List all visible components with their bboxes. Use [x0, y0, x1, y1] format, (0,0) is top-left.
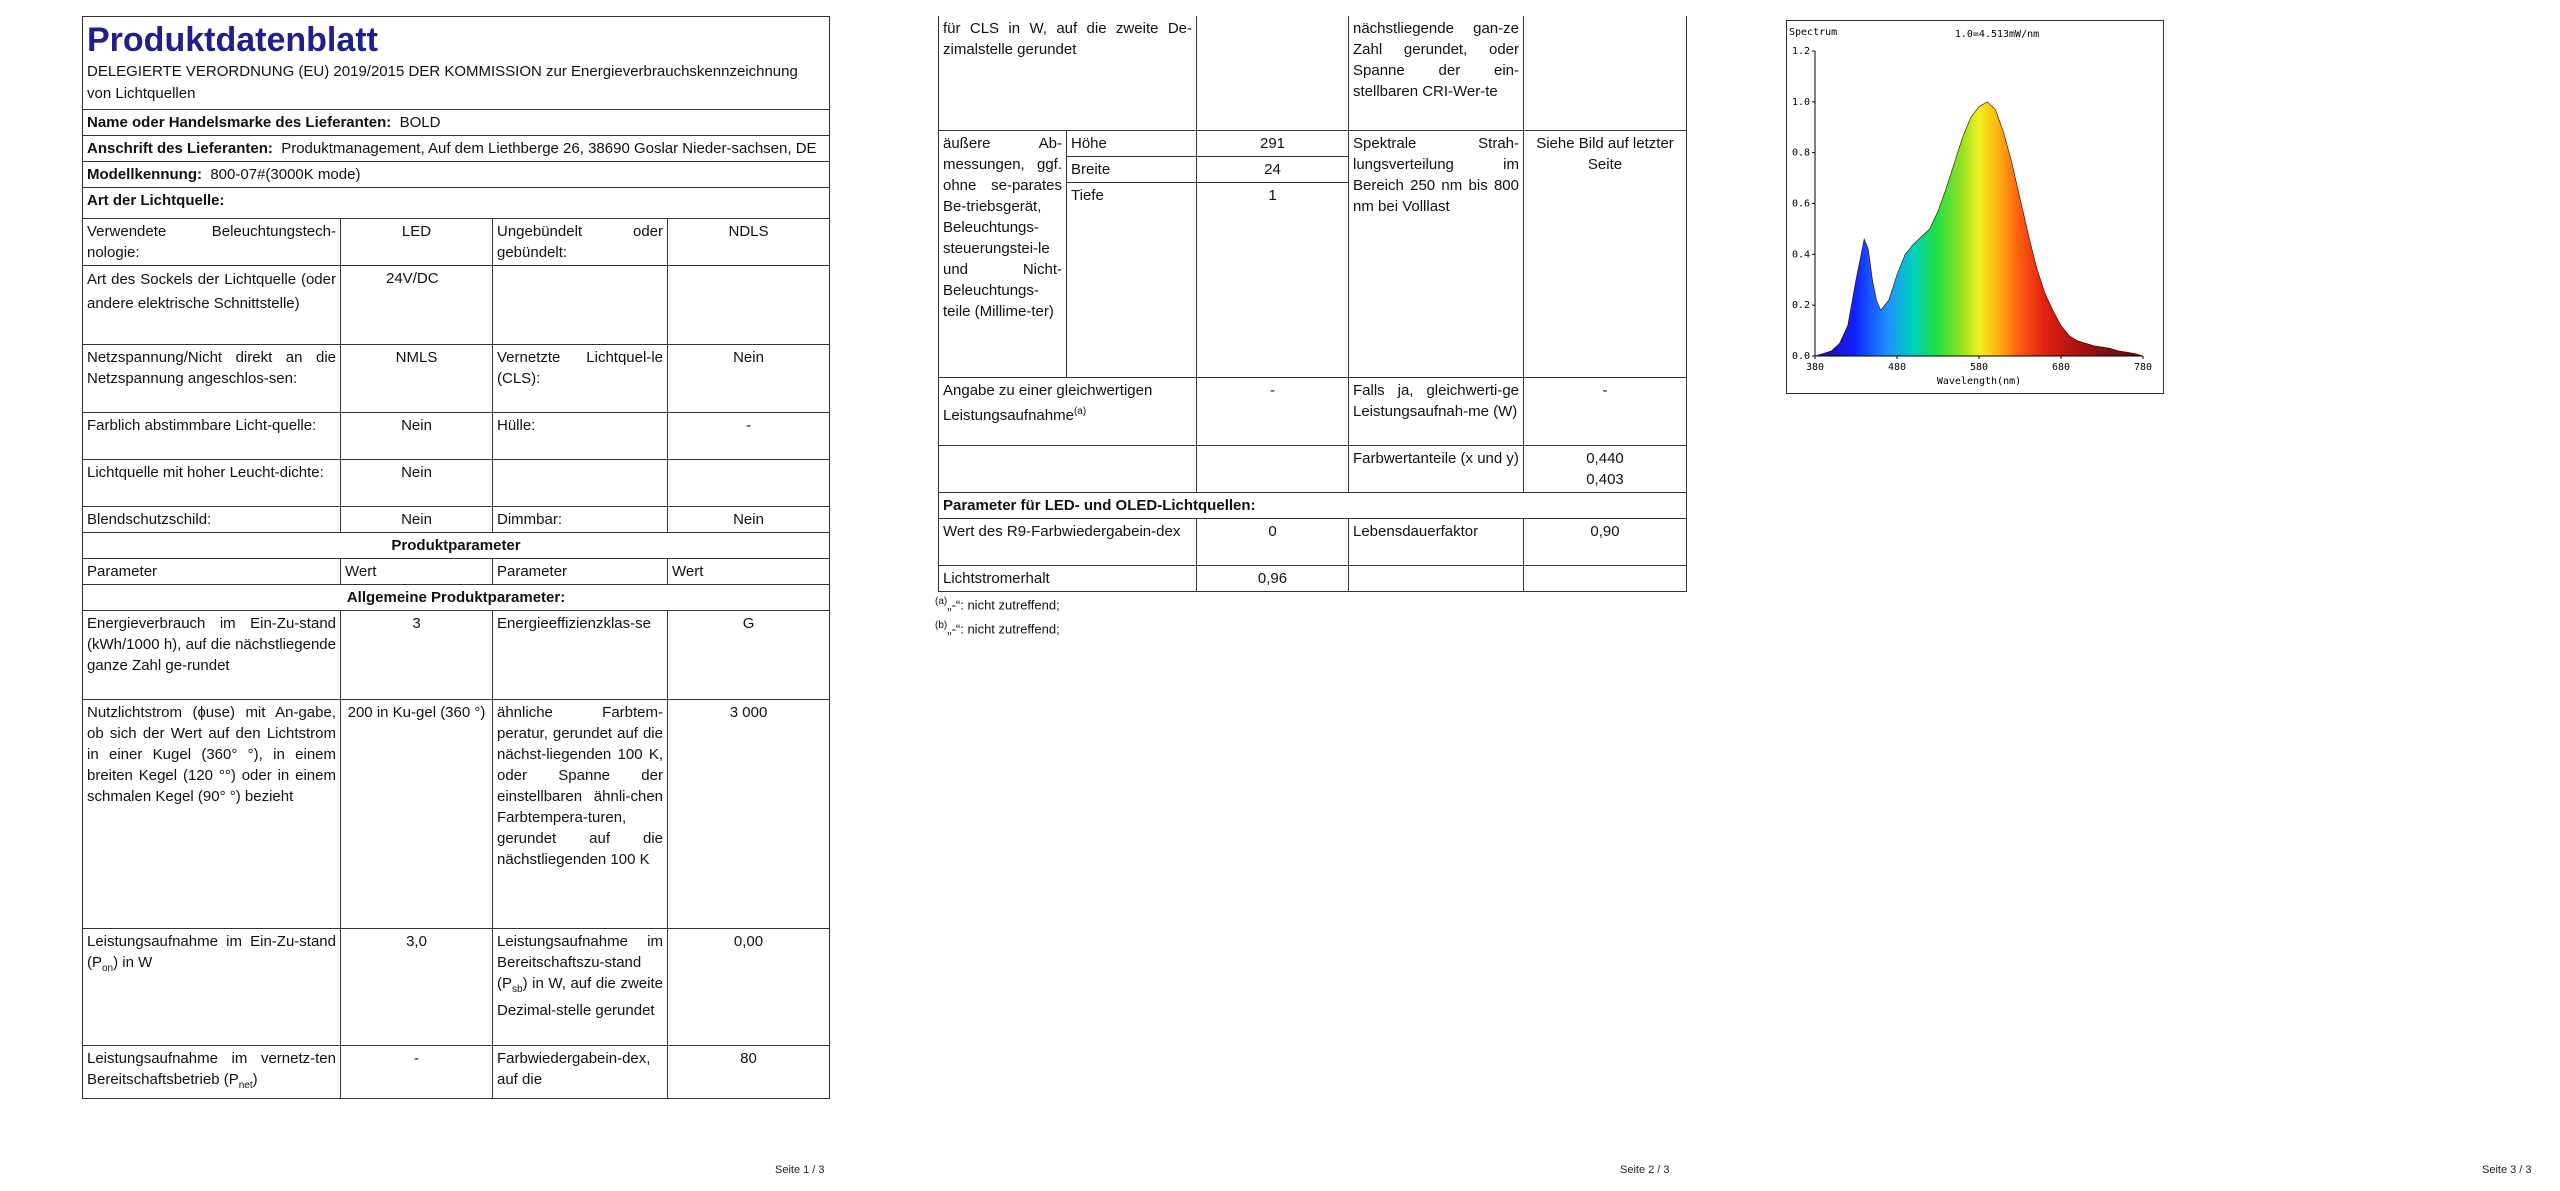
cell-label: Vernetzte Lichtquel-le (CLS): [493, 345, 668, 413]
cell-value: 0,90 [1524, 519, 1687, 566]
page-number: Seite 2 / 3 [1620, 1164, 1670, 1176]
x-tick-label: 580 [1969, 362, 1989, 373]
dim-value: 291 [1197, 131, 1349, 157]
cell-value [668, 266, 830, 345]
spectrum-area [1815, 102, 2143, 356]
pnet-label: Leistungsaufnahme im vernetz-ten Bereitschaftsbetrieb (P [87, 1050, 336, 1088]
cell-label: Farbwiedergabein-dex, auf die [493, 1046, 668, 1099]
pon-sub: on [102, 963, 114, 974]
page-number: Seite 1 / 3 [775, 1164, 825, 1176]
chroma-y: 0,403 [1586, 471, 1624, 488]
address-value: Produktmanagement, Auf dem Liethberge 26, 38690 Goslar Nieder-sachsen, DE [281, 140, 817, 157]
equiv-label: Angabe zu einer gleichwertigen Leistungsaufnahme [943, 382, 1153, 424]
cell-value: Nein [341, 507, 493, 533]
footnote-b [935, 620, 1060, 636]
pnet-tail: ) [252, 1071, 258, 1088]
cell-label [83, 1046, 341, 1099]
footnote-b-text: „-“: nicht zutreffend; [947, 621, 1060, 637]
table-row [939, 16, 1687, 131]
table-row [939, 566, 1687, 592]
cell-value: G [668, 611, 830, 700]
cell-label: Hülle: [493, 413, 668, 460]
table-row [939, 131, 1687, 157]
y-tick-label: 1.2 [1791, 46, 1810, 57]
x-tick-label: 380 [1805, 362, 1825, 373]
cell-label: Falls ja, gleichwerti-ge Leistungsaufnah-me (W) [1349, 378, 1524, 446]
cell-value: 3,0 [341, 929, 493, 1046]
footnote-ref: (a) [1073, 406, 1087, 417]
dim-key: Höhe [1067, 131, 1197, 157]
table-row [83, 700, 830, 929]
model-row [83, 162, 830, 188]
cell-value: - [1524, 378, 1687, 446]
y-tick-label: 0.4 [1791, 249, 1810, 261]
page-number: Seite 3 / 3 [2482, 1164, 2532, 1176]
chroma-x: 0,440 [1586, 450, 1624, 467]
pnet-sub: net [238, 1080, 253, 1091]
cell-value [668, 460, 830, 507]
cell-value: 200 in Ku-gel (360 °) [341, 700, 493, 929]
cell-value: NMLS [341, 345, 493, 413]
dimensions-label: äußere Ab-messungen, ggf. ohne se-parates Be-triebsgerät, Beleuchtungs-steuerungstei-le und Nicht-Beleuchtungs-teile (Millime-ter) [939, 131, 1067, 378]
address-label: Anschrift des Lieferanten: [87, 140, 273, 157]
model-value: 800-07#(3000K mode) [210, 166, 361, 183]
cell-label: Nutzlichtstrom (ɸuse) mit An-gabe, ob sich der Wert auf den Lichtstrom in einer Kugel (360° °), in einem breiten Kegel (120 °°) oder in einem schmalen Kegel (90° °) bezieht [83, 700, 341, 929]
cell-value: Nein [341, 460, 493, 507]
table-row [83, 1046, 830, 1099]
cell-label: Verwendete Beleuchtungstech-nologie: [83, 219, 341, 266]
product-datasheet-table-part1 [82, 16, 830, 1099]
cell-value: - [1197, 378, 1349, 446]
cell-value [1197, 16, 1349, 131]
cell-label: Netzspannung/Nicht direkt an die Netzspannung angeschlos-sen: [83, 345, 341, 413]
spectrum-chart-svg [1787, 21, 2163, 393]
dim-key: Breite [1067, 157, 1197, 183]
cell-label: Farbwertanteile (x und y) [1349, 446, 1524, 493]
cell-value: 80 [668, 1046, 830, 1099]
cell-value: 0,96 [1197, 566, 1349, 592]
cell-label [939, 446, 1197, 493]
y-tick-label: 0.8 [1791, 147, 1810, 159]
cell-label: Wert des R9-Farbwiedergabein-dex [939, 519, 1197, 566]
cell-label: Ungebündelt oder gebündelt: [493, 219, 668, 266]
general-params-heading: Allgemeine Produktparameter: [83, 585, 830, 611]
y-tick-label: 0.0 [1791, 351, 1810, 362]
col-header-param: Parameter [493, 559, 668, 585]
cell-label: Energieverbrauch im Ein-Zu-stand (kWh/1000 h), auf die nächstliegende ganze Zahl ge-rundet [83, 611, 341, 700]
cell-label: Blendschutzschild: [83, 507, 341, 533]
psb-label: Leistungsaufnahme im Bereitschaftszu-stand (P [497, 933, 663, 992]
spectral-label: Spektrale Strah-lungsverteilung im Bereich 250 nm bis 800 nm bei Volllast [1349, 131, 1524, 378]
supplier-row [83, 110, 830, 136]
footnote-a-text: „-“: nicht zutreffend; [947, 597, 1060, 613]
cell-value [1524, 566, 1687, 592]
regulation-text: DELEGIERTE VERORDNUNG (EU) 2019/2015 DER KOMMISSION zur Energieverbrauchskennzeichnung von Lichtquellen [87, 63, 798, 102]
chart-title: Spectrum [1789, 27, 1838, 38]
dim-value: 24 [1197, 157, 1349, 183]
spectrum-chart [1786, 20, 2164, 394]
cell-label: für CLS in W, auf die zweite De-zimalstelle gerundet [939, 16, 1197, 131]
cell-label [493, 460, 668, 507]
x-tick-label: 780 [2133, 362, 2153, 373]
table-row [83, 929, 830, 1046]
cell-value: 24V/DC [341, 266, 493, 345]
col-header-param: Parameter [83, 559, 341, 585]
footnote-a [935, 596, 1060, 612]
cell-value: 0 [1197, 519, 1349, 566]
table-row [939, 519, 1687, 566]
address-row [83, 136, 830, 162]
light-source-type-heading: Art der Lichtquelle: [83, 188, 830, 219]
table-row [83, 266, 830, 345]
table-row [83, 460, 830, 507]
col-header-value: Wert [668, 559, 830, 585]
cell-label [939, 378, 1197, 446]
x-axis-label: Wavelength(nm) [1936, 376, 2022, 387]
dim-key: Tiefe [1067, 183, 1197, 378]
cell-label: Farblich abstimmbare Licht-quelle: [83, 413, 341, 460]
cell-label [83, 929, 341, 1046]
chart-annotation: 1.0=4.513mW/nm [1954, 29, 2040, 40]
led-params-heading: Parameter für LED- und OLED-Lichtquellen: [939, 493, 1687, 519]
model-label: Modellkennung: [87, 166, 202, 183]
cell-value: LED [341, 219, 493, 266]
cell-label [493, 929, 668, 1046]
cell-value: 3 000 [668, 700, 830, 929]
cell-label: Dimmbar: [493, 507, 668, 533]
cell-value: - [341, 1046, 493, 1099]
column-header-row [83, 559, 830, 585]
cell-value: NDLS [668, 219, 830, 266]
spectral-value: Siehe Bild auf letzter Seite [1524, 131, 1687, 378]
footnote-a-sup: (a) [935, 596, 948, 607]
dim-value: 1 [1197, 183, 1349, 378]
y-tick-label: 0.6 [1791, 198, 1810, 210]
cell-label: Energieeffizienzklas-se [493, 611, 668, 700]
cell-label: nächstliegende gan-ze Zahl gerundet, oder Spanne der ein-stellbaren CRI-Wer-te [1349, 16, 1524, 131]
supplier-label: Name oder Handelsmarke des Lieferanten: [87, 114, 392, 131]
cell-label: Art des Sockels der Lichtquelle (oder andere elektrische Schnittstelle) [83, 266, 341, 345]
table-row [83, 413, 830, 460]
x-tick-label: 480 [1887, 362, 1907, 373]
cell-value [1524, 16, 1687, 131]
cell-value: Nein [668, 345, 830, 413]
cell-value: - [668, 413, 830, 460]
cell-label [493, 266, 668, 345]
col-header-value: Wert [341, 559, 493, 585]
cell-label: Lichtquelle mit hoher Leucht-dichte: [83, 460, 341, 507]
pon-tail: ) in W [113, 954, 153, 971]
psb-label-tail: ) in W, auf die zweite Dezimal-stelle gerundet [497, 975, 663, 1019]
table-row [83, 611, 830, 700]
cell-label: ähnliche Farbtem-peratur, gerundet auf die nächst-liegenden 100 K, oder Spanne der einstellbaren ähnli-chen Farbtempera-turen, gerundet auf die nächstliegenden 100 K [493, 700, 668, 929]
cell-value: 3 [341, 611, 493, 700]
table-row [939, 446, 1687, 493]
product-params-heading: Produktparameter [83, 533, 830, 559]
table-row [83, 219, 830, 266]
pon-label: Leistungsaufnahme im Ein-Zu-stand (P [87, 933, 336, 971]
cell-value [1524, 446, 1687, 493]
page-1 [0, 0, 845, 1191]
cell-label [1349, 566, 1524, 592]
title-cell [83, 17, 830, 110]
supplier-value: BOLD [399, 114, 441, 131]
cell-value [1197, 446, 1349, 493]
cell-label: Lebensdauerfaktor [1349, 519, 1524, 566]
cell-value: 0,00 [668, 929, 830, 1046]
psb-sub: sb [512, 984, 523, 995]
table-row [83, 507, 830, 533]
footnote-b-sup: (b) [935, 620, 948, 631]
product-datasheet-table-part2 [938, 16, 1687, 592]
cell-value: Nein [341, 413, 493, 460]
cell-label: Lichtstromerhalt [939, 566, 1197, 592]
table-row [939, 378, 1687, 446]
y-tick-label: 0.2 [1791, 300, 1810, 312]
table-row [83, 345, 830, 413]
y-tick-label: 1.0 [1791, 96, 1810, 108]
cell-value: Nein [668, 507, 830, 533]
x-tick-label: 680 [2051, 362, 2071, 373]
page-title: Produktdatenblatt [87, 21, 378, 59]
